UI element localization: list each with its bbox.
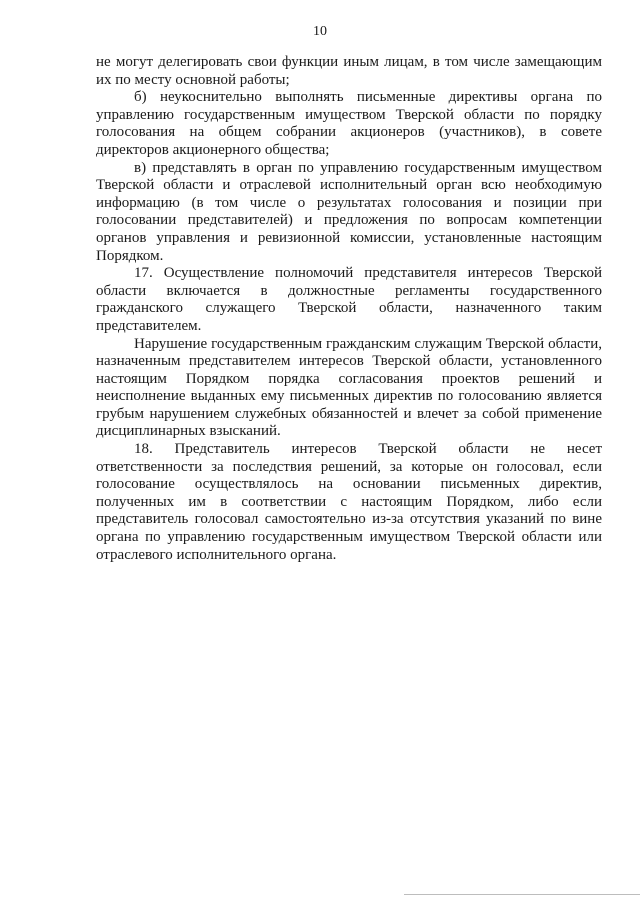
- page-number: 10: [313, 24, 327, 39]
- document-body: [96, 54, 602, 564]
- paragraph-violation: Нарушение государственным гражданским служащим Тверской области, назначенным представителем интересов Тверской области, установленного настоящим Порядком порядка согласования проектов решений и неисполнение выданных ему письменных директив по голосованию является грубым нарушением служебных обязанностей и влечет за собой применение дисциплинарных взысканий.: [96, 335, 602, 440]
- paragraph-clause-17: 17. Осуществление полномочий представителя интересов Тверской области включается в должностные регламенты государственного гражданского служащего Тверской области, назначенного таким представителем.: [96, 265, 602, 334]
- paragraph-continuation: не могут делегировать свои функции иным лицам, в том числе замещающим их по месту основной работы;: [96, 54, 602, 88]
- page-edge-line: [404, 894, 640, 895]
- paragraph-item-b: б) неукоснительно выполнять письменные директивы органа по управлению государственным имуществом Тверской области по порядку голосования на общем собрании акционеров (участников), в совете директоров акционерного общества;: [96, 89, 602, 158]
- paragraph-item-v: в) представлять в орган по управлению государственным имуществом Тверской области и отраслевой исполнительный орган всю необходимую информацию (в том числе о результатах голосования и позиции при голосовании представителей) и предложения по вопросам компетенции органов управления и ревизионной комиссии, установленные настоящим Порядком.: [96, 159, 602, 264]
- paragraph-clause-18: 18. Представитель интересов Тверской области не несет ответственности за последствия решений, за которые он голосовал, если голосование осуществлялось на основании письменных директив, полученных им в соответствии с настоящим Порядком, либо если представитель голосовал самостоятельно из-за отсутствия указаний по вине органа по управлению государственным имуществом Тверской области или отраслевого исполнительного органа.: [96, 441, 602, 563]
